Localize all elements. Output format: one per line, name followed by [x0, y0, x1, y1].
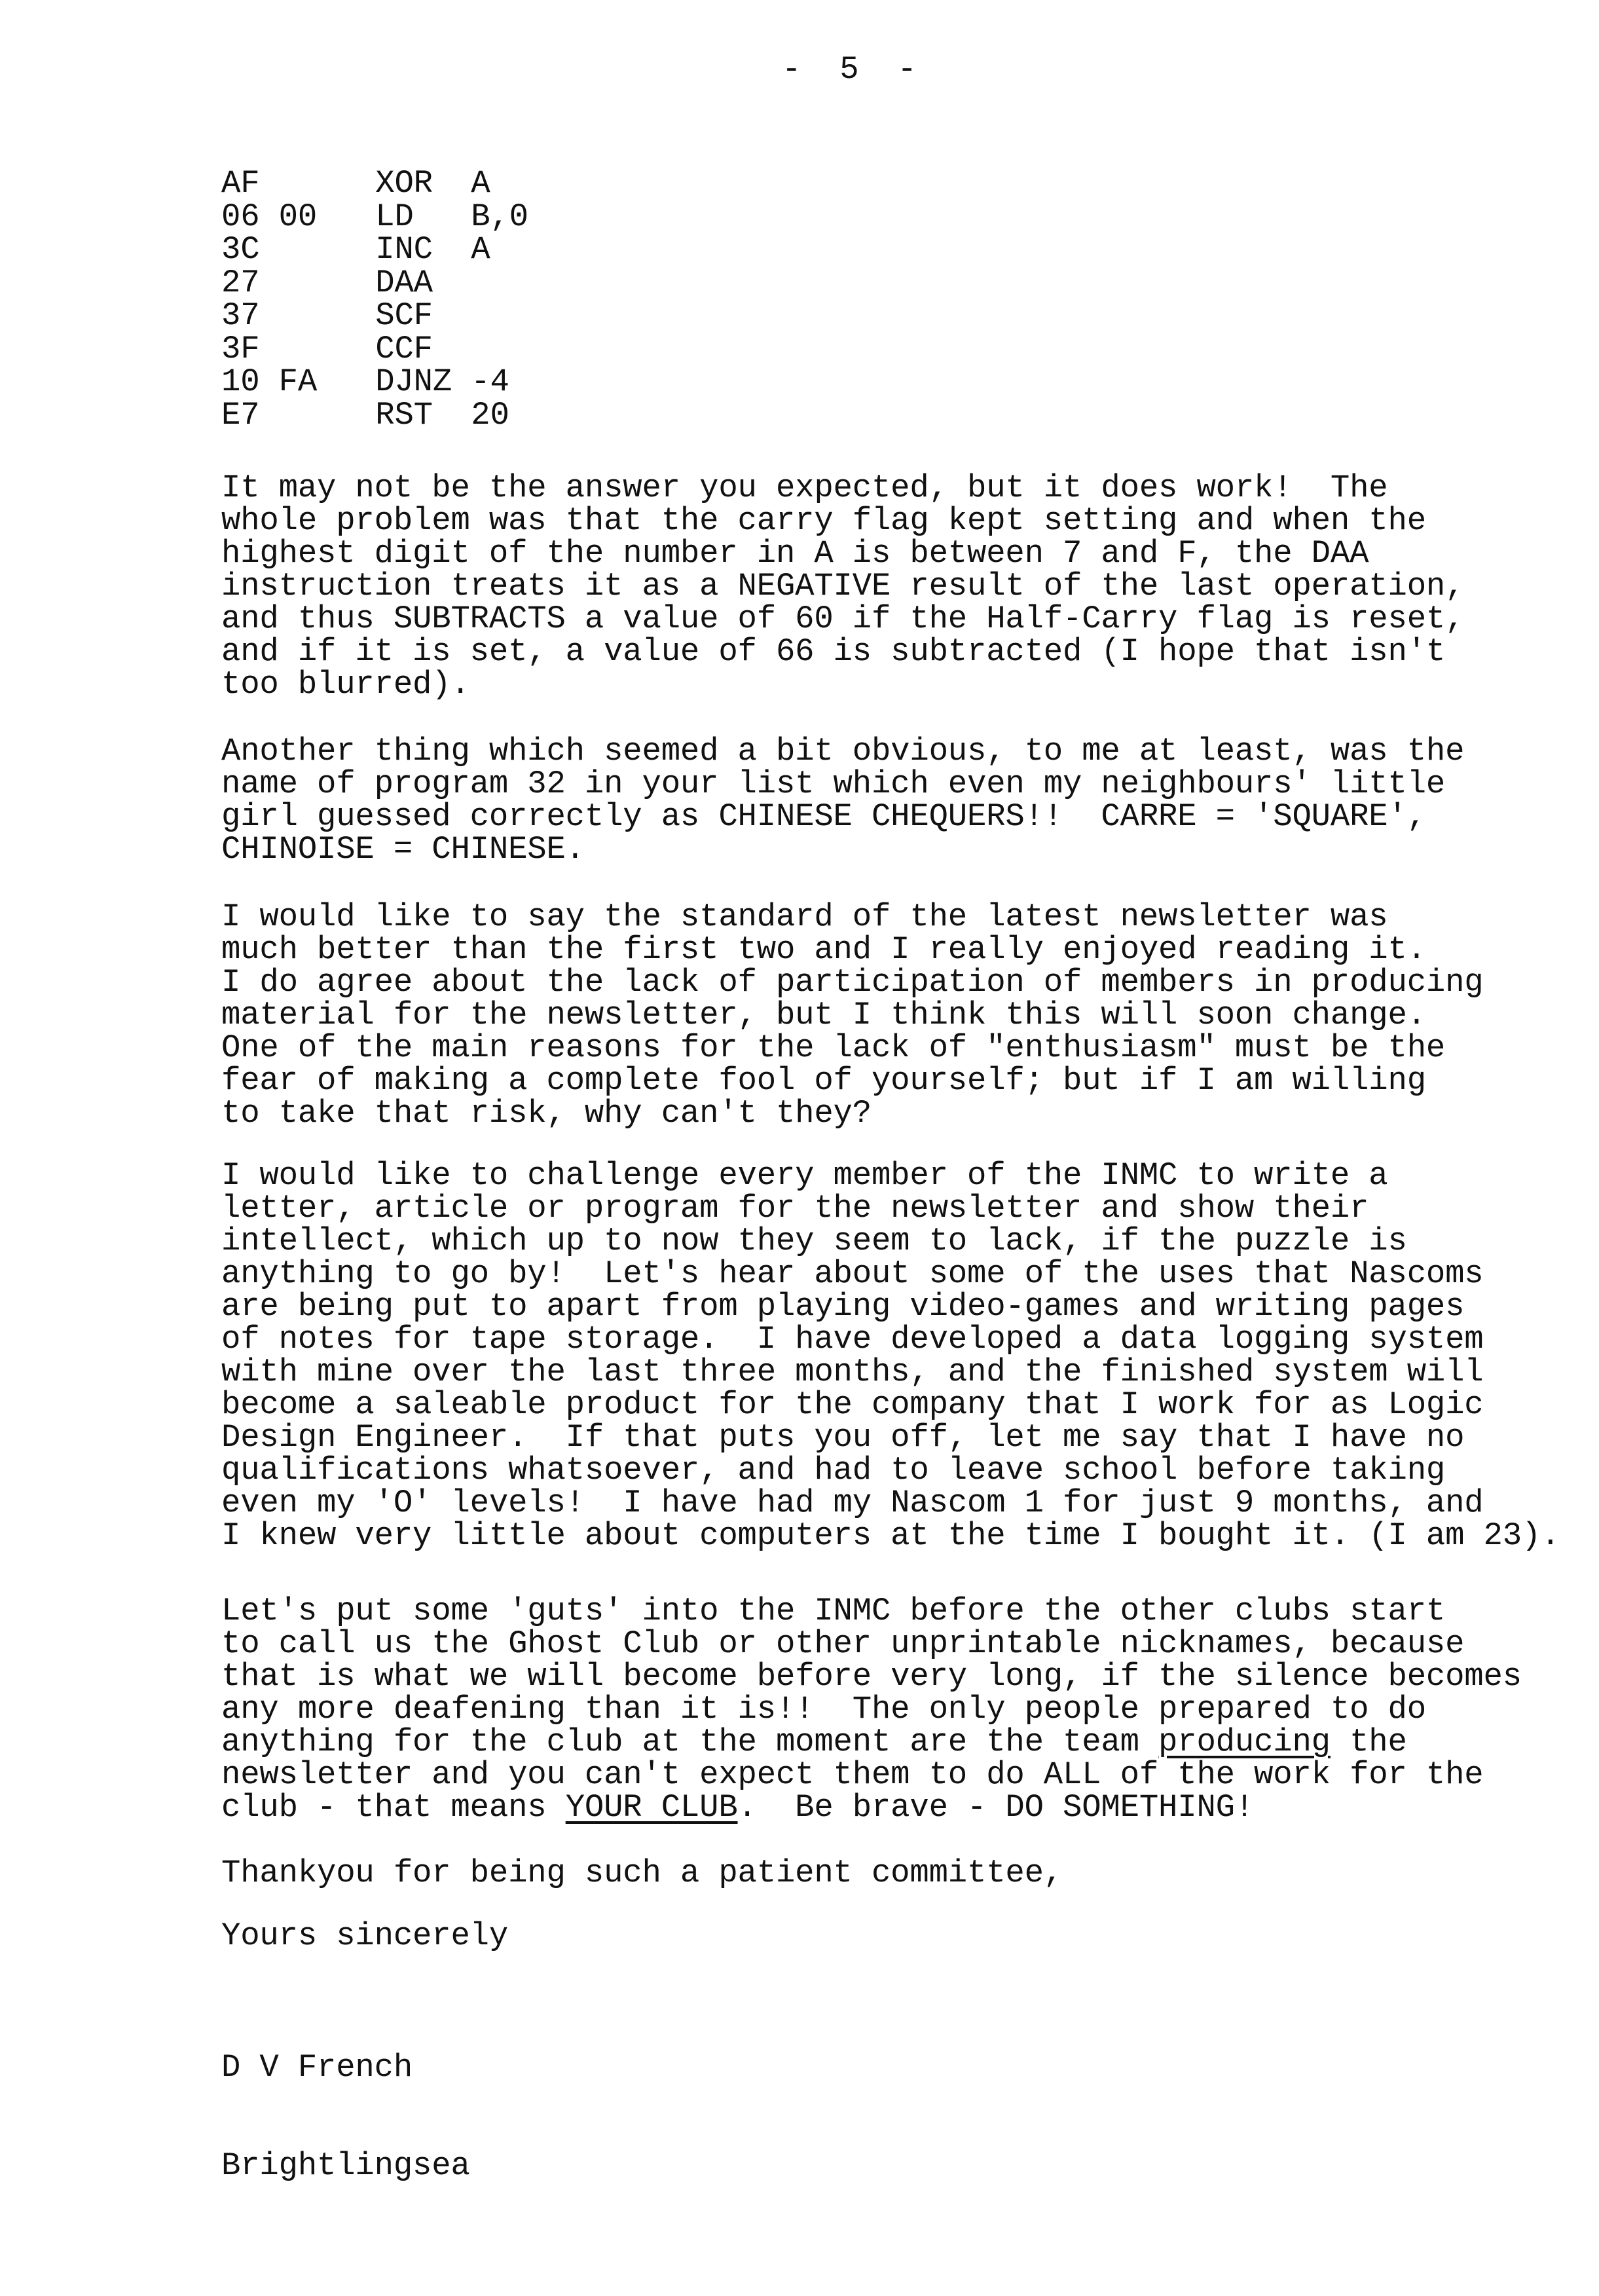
text-line: and if it is set, a value of 66 is subtracted (I hope that isn't — [221, 633, 1446, 670]
hex-bytes: E7 — [221, 396, 260, 434]
text-line — [221, 1693, 1522, 1726]
closing-line: Thankyou for being such a patient committee, — [221, 1855, 1063, 1891]
paragraph-call-to-action — [221, 1595, 1522, 1824]
code-line — [221, 264, 528, 301]
code-line — [221, 330, 528, 367]
text-line: instruction treats it as a NEGATIVE result of the last operation, — [221, 568, 1465, 604]
instruction: DJNZ -4 — [375, 363, 509, 400]
instruction: XOR A — [375, 165, 490, 202]
text-segment: to call us the Ghost Club or other unprintable nicknames, because — [221, 1625, 1465, 1662]
instruction: RST 20 — [375, 396, 509, 434]
text-line: I would like to say the standard of the latest newsletter was — [221, 898, 1388, 935]
text-line — [221, 1758, 1522, 1791]
code-line — [221, 396, 528, 434]
text-line: fear of making a complete fool of yourself; but if I am willing — [221, 1062, 1426, 1099]
text-line — [221, 1660, 1522, 1693]
text-segment: the — [1330, 1724, 1407, 1760]
signature-name: D V French — [221, 2049, 413, 2086]
text-line — [221, 1791, 1522, 1824]
text-line: too blurred). — [221, 666, 470, 703]
text-line: much better than the first two and I really enjoyed reading it. — [221, 931, 1426, 968]
text-segment: anything for the club at the moment are the team — [221, 1724, 1159, 1760]
text-line: I knew very little about computers at the time I bought it. (I am 23). — [221, 1517, 1560, 1554]
text-line — [221, 1595, 1522, 1627]
text-segment: newsletter and you can't expect them to do ALL of the work for the — [221, 1756, 1484, 1793]
text-line: become a saleable product for the company that I work for as Logic — [221, 1386, 1484, 1423]
instruction: CCF — [375, 330, 433, 367]
text-line: material for the newsletter, but I think this will soon change. — [221, 997, 1426, 1033]
code-line — [221, 299, 528, 333]
text-line: CHINOISE = CHINESE. — [221, 831, 585, 868]
underlined-text: YOUR CLUB — [565, 1789, 738, 1826]
text-line: Another thing which seemed a bit obvious, to me at least, was the — [221, 733, 1465, 769]
code-line — [221, 365, 528, 399]
instruction: INC A — [375, 231, 490, 268]
text-line: highest digit of the number in A is between 7 and F, the DAA — [221, 535, 1369, 572]
paragraph-daa-explanation — [221, 472, 1464, 701]
text-line: qualifications whatsoever, and had to leave school before taking — [221, 1452, 1446, 1489]
text-segment: . Be brave - DO SOMETHING! — [737, 1789, 1255, 1826]
text-line: to take that risk, why can't they? — [221, 1095, 872, 1132]
hex-bytes: 10 FA — [221, 363, 318, 400]
paragraph-challenge — [221, 1159, 1560, 1552]
instruction: DAA — [375, 264, 433, 301]
instruction: LD B,0 — [375, 198, 528, 235]
text-line: I do agree about the lack of participation of members in producing — [221, 964, 1484, 1001]
text-line — [221, 1627, 1522, 1660]
text-line: whole problem was that the carry flag kept setting and when the — [221, 502, 1426, 539]
page-number: - 5 - — [782, 51, 917, 88]
text-line: and thus SUBTRACTS a value of 60 if the Half-Carry flag is reset, — [221, 601, 1465, 637]
text-line: even my 'O' levels! I have had my Nascom 1 for just 9 months, and — [221, 1485, 1484, 1521]
text-line: Design Engineer. If that puts you off, let me say that I have no — [221, 1419, 1465, 1456]
underlined-text: producing — [1158, 1724, 1331, 1760]
signature-block — [221, 1986, 470, 2215]
text-line: of notes for tape storage. I have developed a data logging system — [221, 1321, 1484, 1358]
text-line: letter, article or program for the newsletter and show their — [221, 1190, 1369, 1227]
assembly-code-listing — [221, 167, 528, 432]
text-line: with mine over the last three months, and the finished system will — [221, 1354, 1484, 1390]
signoff: Yours sincerely — [221, 1917, 509, 1954]
text-line: are being put to apart from playing video-games and writing pages — [221, 1288, 1465, 1325]
text-line: girl guessed correctly as CHINESE CHEQUERS!! CARRE = 'SQUARE', — [221, 798, 1426, 835]
hex-bytes: 3C — [221, 231, 260, 268]
code-line — [221, 233, 528, 267]
hex-bytes: AF — [221, 165, 260, 202]
text-line — [221, 1726, 1522, 1758]
hex-bytes: 06 00 — [221, 198, 318, 235]
text-segment: Let's put some 'guts' into the INMC before the other clubs start — [221, 1593, 1446, 1629]
paragraph-newsletter-praise — [221, 900, 1484, 1130]
hex-bytes: 3F — [221, 330, 260, 367]
text-line: It may not be the answer you expected, but it does work! The — [221, 470, 1388, 506]
signature-place: Brightlingsea — [221, 2147, 470, 2184]
text-segment: any more deafening than it is!! The only people prepared to do — [221, 1691, 1426, 1728]
text-segment: club - that means — [221, 1789, 566, 1826]
paragraph-puzzle-answer — [221, 735, 1464, 866]
instruction: SCF — [375, 297, 433, 334]
code-line — [221, 200, 528, 234]
text-segment: that is what we will become before very long, if the silence becomes — [221, 1658, 1522, 1695]
text-line: One of the main reasons for the lack of "enthusiasm" must be the — [221, 1029, 1446, 1066]
code-line — [221, 167, 528, 200]
text-line: I would like to challenge every member of the INMC to write a — [221, 1157, 1388, 1194]
hex-bytes: 37 — [221, 297, 260, 334]
text-line: anything to go by! Let's hear about some of the uses that Nascoms — [221, 1255, 1484, 1292]
text-line: intellect, which up to now they seem to lack, if the puzzle is — [221, 1223, 1407, 1259]
text-line: name of program 32 in your list which even my neighbours' little — [221, 766, 1446, 802]
hex-bytes: 27 — [221, 264, 260, 301]
